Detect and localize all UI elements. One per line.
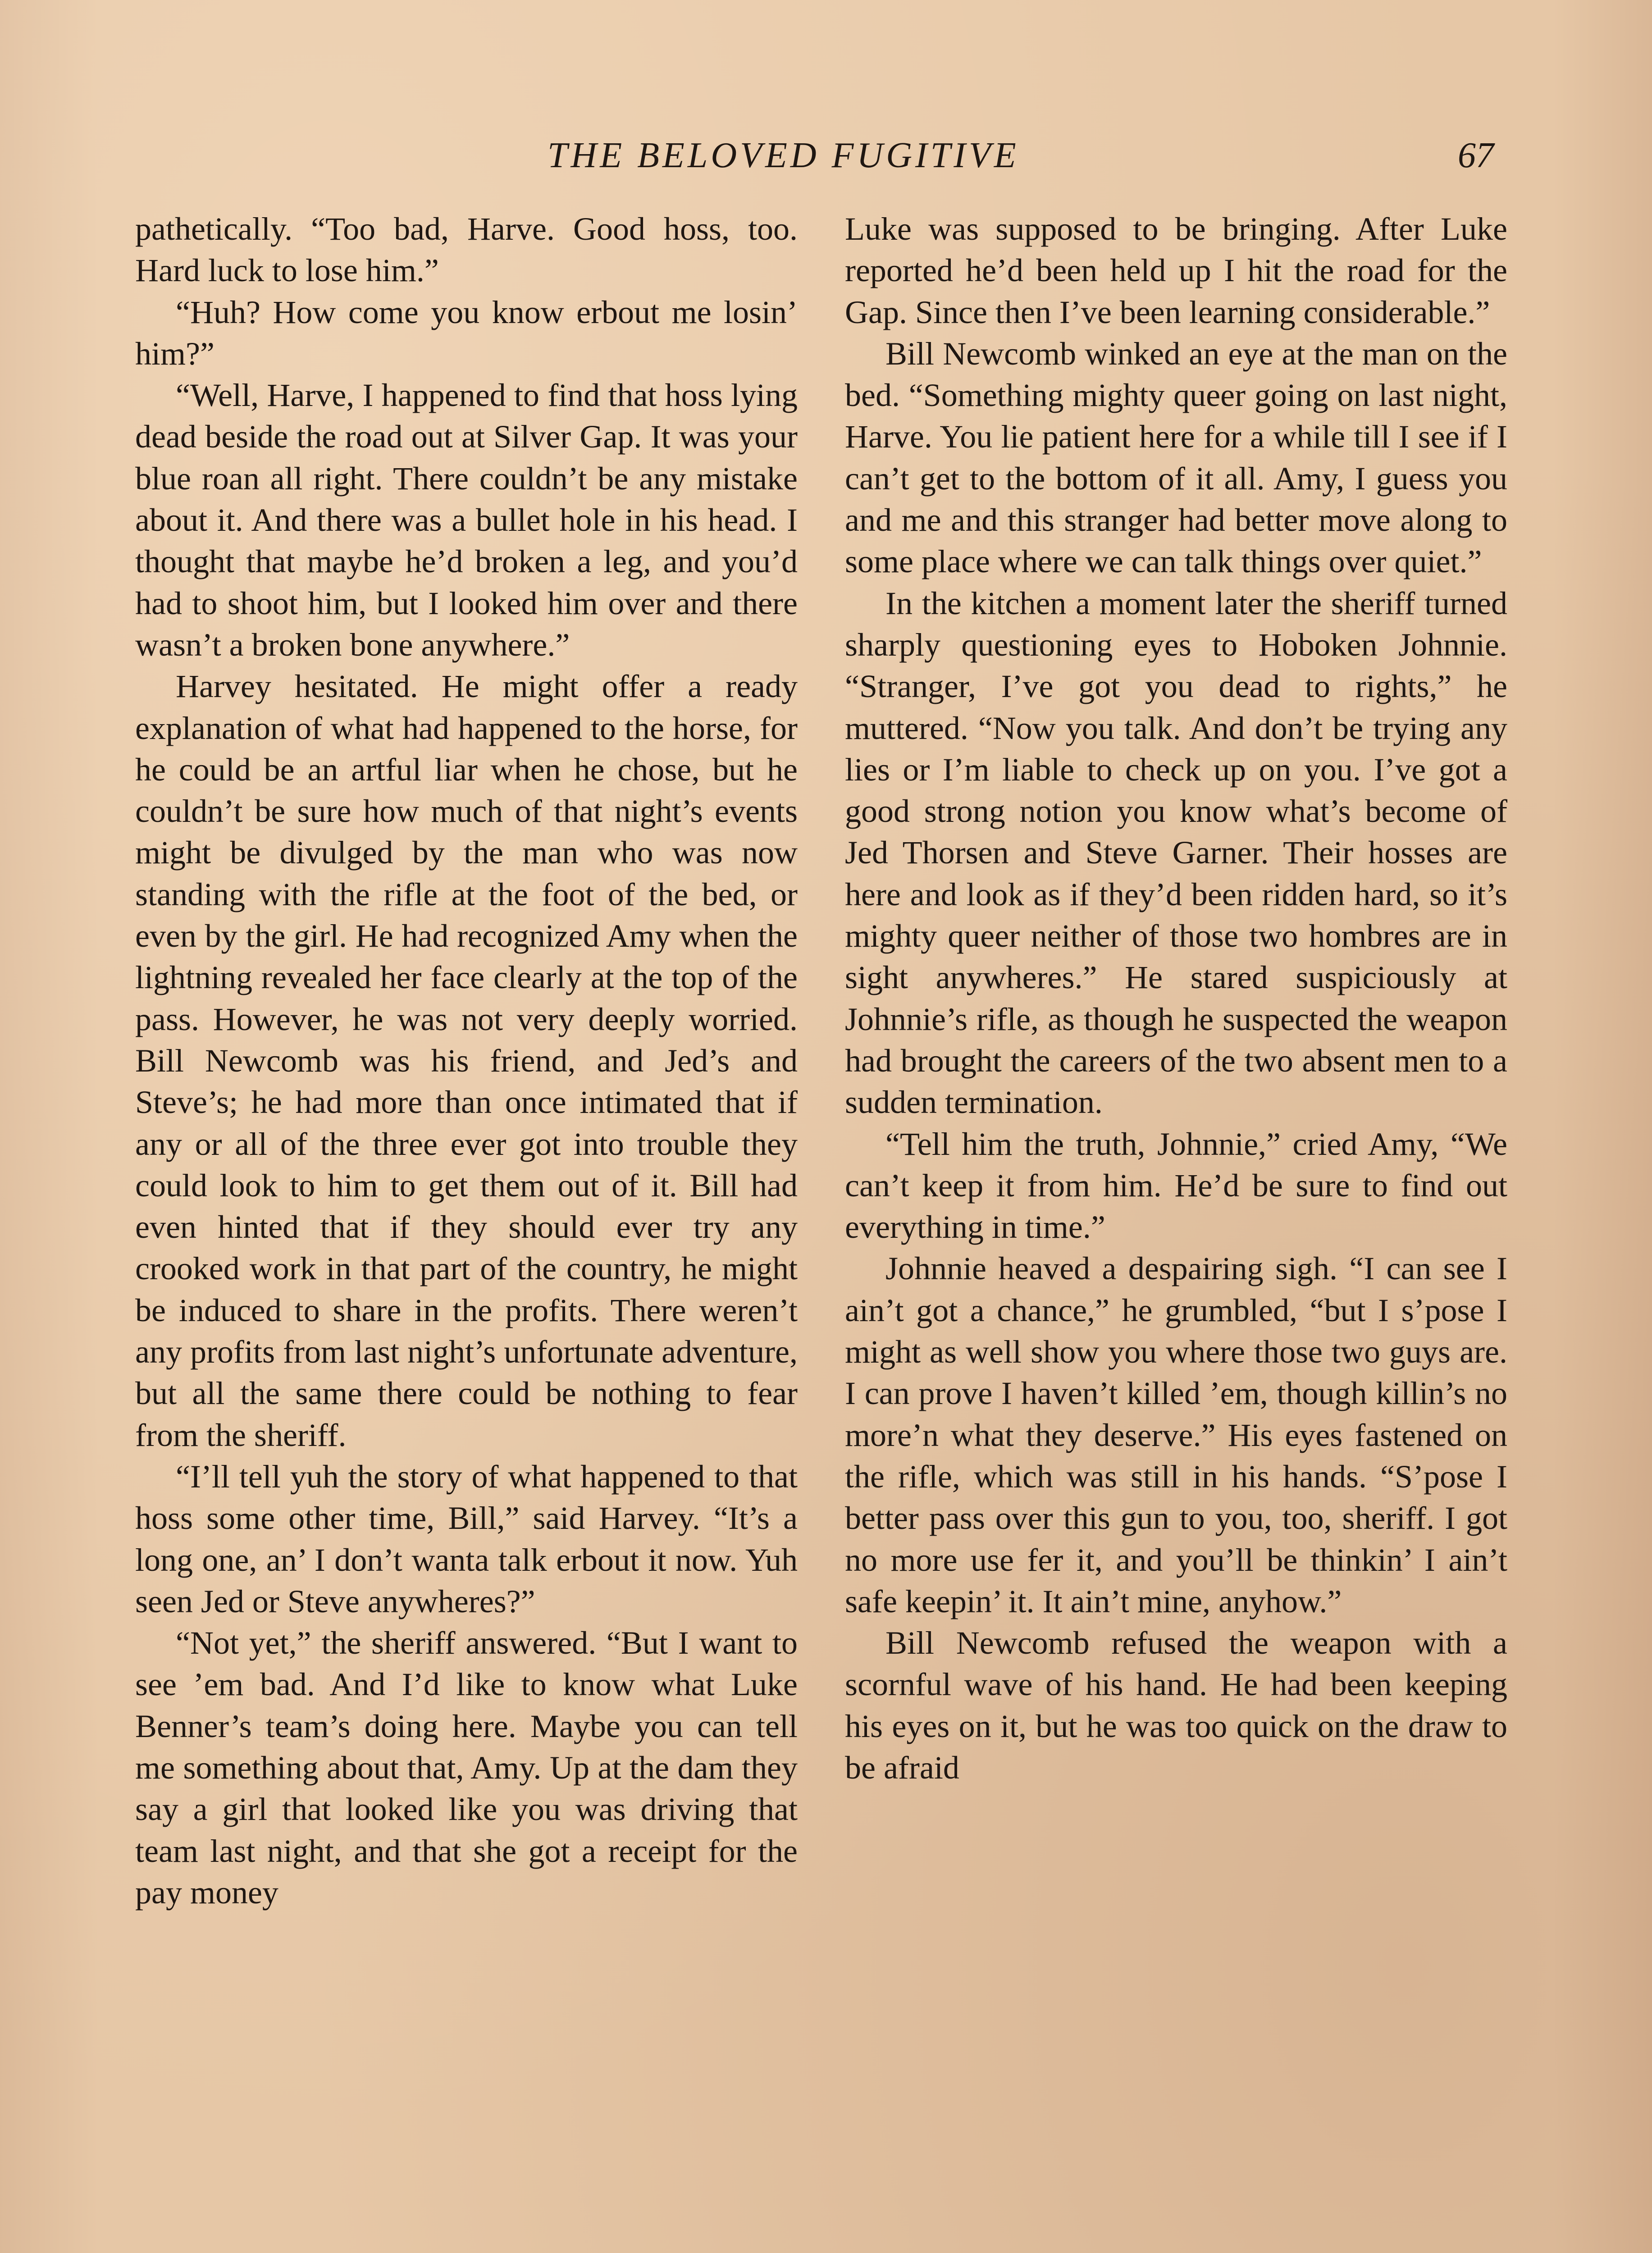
paragraph: Luke was supposed to be bringing. After Luke reported he’d been held up I hit the road for the Gap. Since then I’ve been learning considerable.” [845, 211, 1507, 330]
left-column [135, 208, 798, 2253]
paragraph: pathetically. “Too bad, Harve. Good hoss, too. Hard luck to lose him.” [135, 211, 798, 289]
paragraph: “Huh? How come you know erbout me losin’ him?” [135, 294, 798, 372]
page-number: 67 [1458, 136, 1494, 175]
book-title: THE BELOVED FUGITIVE [548, 136, 1019, 175]
paragraph: “I’ll tell yuh the story of what happened to that hoss some other time, Bill,” said Harvey. “It’s a long one, an’ I don’t wanta talk erbout it now. Yuh seen Jed or Steve anywheres?” [135, 1458, 798, 1619]
running-head [0, 131, 1652, 180]
right-column [845, 208, 1507, 2253]
paragraph: Bill Newcomb refused the weapon with a scornful wave of his hand. He had been keeping his eyes on it, but he was too quick on the draw to be afraid [845, 1625, 1507, 1786]
paragraph: “Not yet,” the sheriff answered. “But I want to see ’em bad. And I’d like to know what Luke Benner’s team’s doing here. Maybe you can tell me something about that, Amy. Up at the dam they say a girl that looked like you was driving that team last night, and that she got a receipt for the pay money [135, 1625, 798, 1911]
paragraph: In the kitchen a moment later the sheriff turned sharply questioning eyes to Hoboken Johnnie. “Stranger, I’ve got you dead to rights,” he muttered. “Now you talk. And don’t be trying any lies or I’m liable to check up on you. I’ve got a good strong notion you know what’s become of Jed Thorsen and Steve Garner. Their hosses are here and look as if they’d been ridden hard, so it’s mighty queer neither of those two hombres are in sight anywheres.” He stared suspiciously at Johnnie’s rifle, as though he suspected the weapon had brought the careers of the two absent men to a sudden termination. [845, 585, 1507, 1121]
paragraph: Bill Newcomb winked an eye at the man on the bed. “Something mighty queer going on last night, Harve. You lie patient here for a while till I see if I can’t get to the bottom of it all. Amy, I guess you and me and this stranger had better move along to some place where we can talk things over quiet.” [845, 335, 1507, 580]
paragraph: Harvey hesitated. He might offer a ready explanation of what had happened to the horse, for he could be an artful liar when he chose, but he couldn’t be sure how much of that night’s events might be divulged by the man who was now standing with the rifle at the foot of the bed, or even by the girl. He had recognized Amy when the lightning revealed her face clearly at the top of the pass. However, he was not very deeply worried. Bill Newcomb was his friend, and Jed’s and Steve’s; he had more than once intimated that if any or all of the three ever got into trouble they could look to him to get them out of it. Bill had even hinted that if they should ever try any crooked work in that part of the country, he might be induced to share in the profits. There weren’t any profits from last night’s unfortunate adventure, but all the same there could be nothing to fear from the sheriff. [135, 668, 798, 1453]
paragraph: “Tell him the truth, Johnnie,” cried Amy, “We can’t keep it from him. He’d be sure to find out everything in time.” [845, 1126, 1507, 1245]
paragraph: “Well, Harve, I happened to find that hoss lying dead beside the road out at Silver Gap. It was your blue roan all right. There couldn’t be any mistake about it. And there was a bullet hole in his head. I thought that maybe he’d broken a leg, and you’d had to shoot him, but I looked him over and there wasn’t a broken bone anywhere.” [135, 377, 798, 663]
paragraph: Johnnie heaved a despairing sigh. “I can see I ain’t got a chance,” he grumbled, “but I s’pose I might as well show you where those two guys are. I can prove I haven’t killed ’em, though killin’s no more’n what they deserve.” His eyes fastened on the rifle, which was still in his hands. “S’pose I better pass over this gun to you, too, sheriff. I got no more use fer it, and you’ll be thinkin’ I ain’t safe keepin’ it. It ain’t mine, anyhow.” [845, 1250, 1507, 1619]
